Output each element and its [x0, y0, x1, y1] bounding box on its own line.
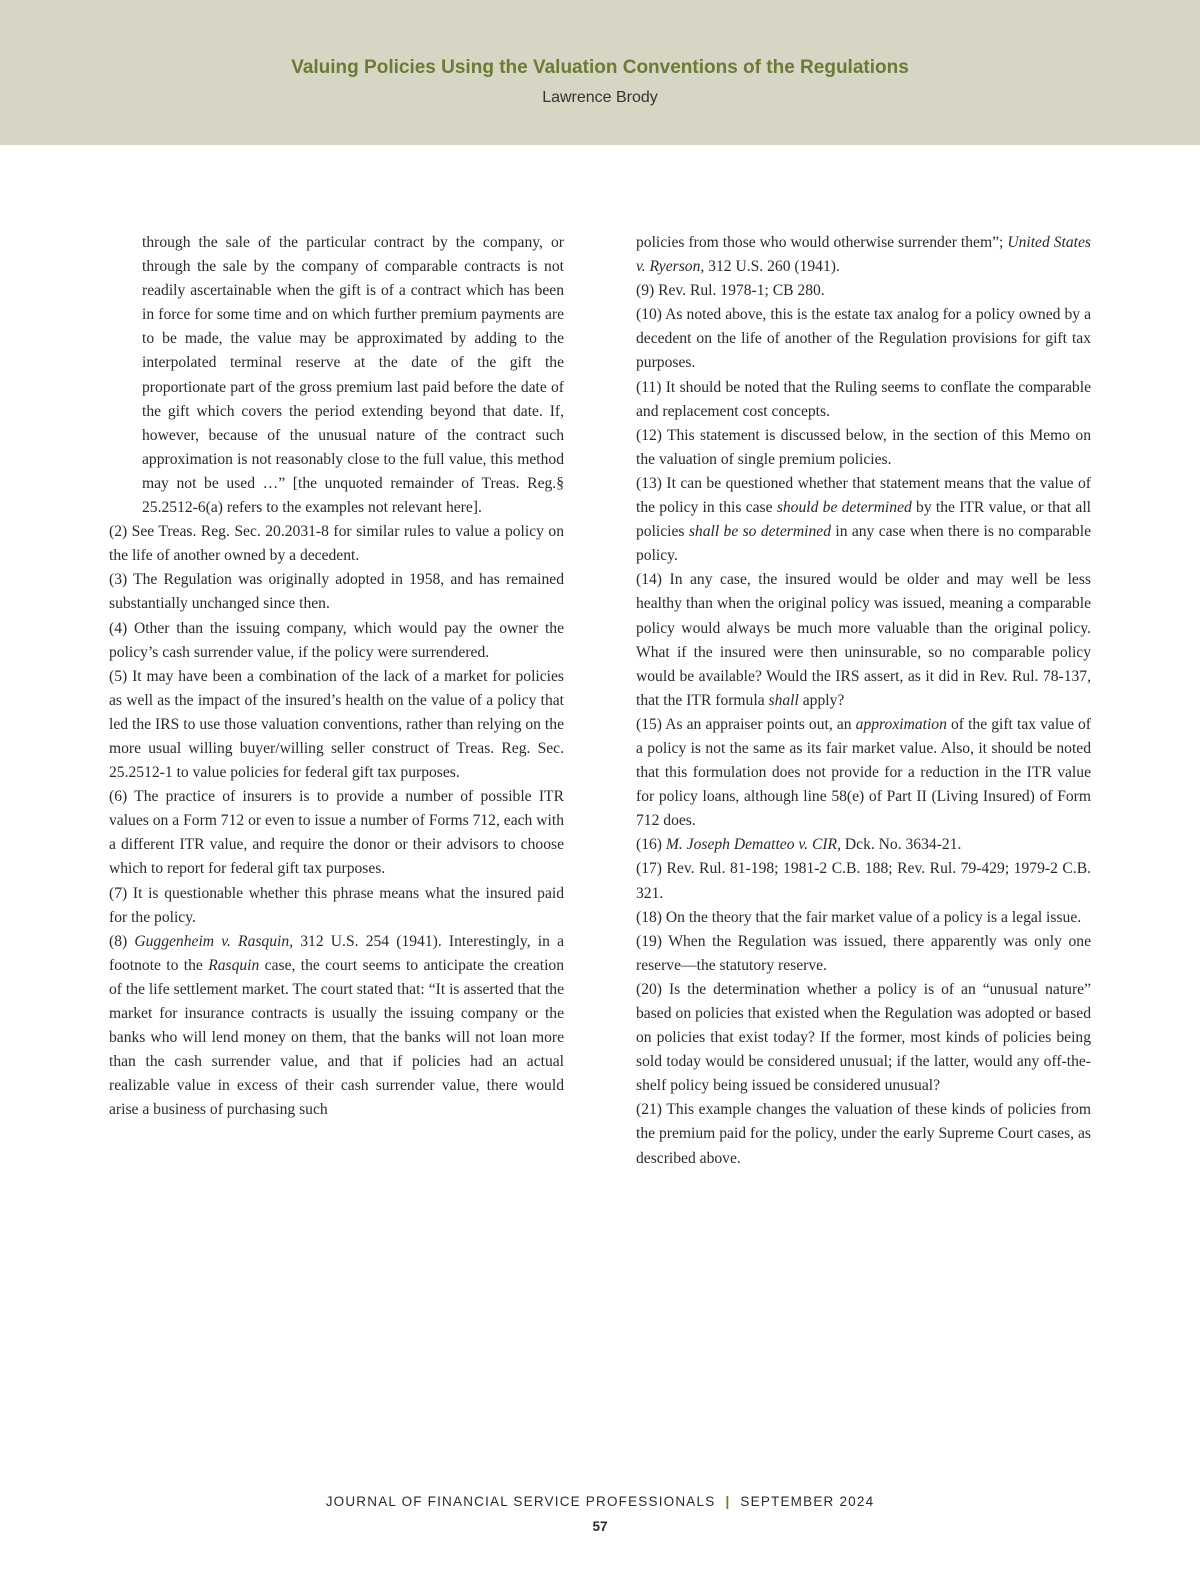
text-run: (12) This statement is discussed below, in the section of this Memo on the valuation of single premium policies. — [636, 426, 1091, 468]
footnote-paragraph — [109, 785, 564, 881]
text-run: 312 U.S. 254 (1941). Interestingly, in a footnote to the — [109, 932, 564, 974]
text-run: (9) Rev. Rul. 1978-1; CB 280. — [636, 282, 825, 300]
text-run: (4) Other than the issuing company, which would pay the owner the policy’s cash surrender value, if the policy were surrendered. — [109, 619, 564, 661]
footnote-paragraph — [636, 1098, 1091, 1170]
text-run: (20) Is the determination whether a policy is of an “unusual nature” based on policies that existed when the Regulation was adopted or based on policies that exist today? If the former, most kinds of policies being sold today would be considered unusual; if the latter, would any off-the-shelf policy being issued be considered unusual? — [636, 980, 1091, 1095]
italic-text-run: approximation — [855, 715, 947, 733]
footnote-paragraph — [109, 617, 564, 665]
text-run: (17) Rev. Rul. 81-198; 1981-2 C.B. 188; Rev. Rul. 79-429; 1979-2 C.B. 321. — [636, 860, 1091, 902]
footnote-paragraph — [636, 713, 1091, 833]
italic-text-run: Guggenheim v. Rasquin, — [134, 932, 294, 950]
text-run: (15) As an appraiser points out, an — [636, 715, 856, 733]
page-header — [0, 0, 1200, 145]
footnote-paragraph — [109, 882, 564, 930]
page-number: 57 — [592, 1519, 608, 1534]
footnote-paragraph — [636, 303, 1091, 375]
text-run: (18) On the theory that the fair market value of a policy is a legal issue. — [636, 908, 1082, 926]
article-title: Valuing Policies Using the Valuation Conventions of the Regulations — [291, 57, 909, 78]
journal-name: JOURNAL OF FINANCIAL SERVICE PROFESSIONALS — [325, 1494, 716, 1509]
text-run: (19) When the Regulation was issued, there apparently was only one reserve—the statutory reserve. — [636, 932, 1091, 974]
text-run: in any case when there is no comparable policy. — [636, 523, 1091, 565]
footnote-paragraph — [636, 857, 1091, 905]
text-run: apply? — [798, 691, 845, 709]
text-run: (8) — [109, 932, 135, 950]
text-run: Dck. No. 3634-21. — [840, 836, 962, 854]
footnote-paragraph — [109, 520, 564, 568]
footnote-paragraph — [636, 279, 1091, 303]
text-run: (5) It may have been a combination of the lack of a market for policies as well as the impact of the insured’s health on the value of a policy that led the IRS to use those valuation conventions, rather than relying on the more usual willing buyer/willing seller construct of Treas. Reg. Sec. 25.2512-1 to value policies for federal gift tax purposes. — [109, 667, 564, 782]
footnote-paragraph — [636, 568, 1091, 713]
footnote-paragraph — [636, 472, 1091, 568]
italic-text-run: M. Joseph Dematteo v. CIR, — [665, 836, 841, 854]
footnote-paragraph — [109, 568, 564, 616]
text-run: of the gift tax value of a policy is not the same as its fair market value. Also, it should be noted that this formulation does not provide for a reduction in the ITR value for policy loans, although line 58(e) of Part II (Living Insured) of Form 712 does. — [636, 715, 1091, 830]
italic-text-run: shall be so determined — [688, 523, 831, 541]
issue-date: SEPTEMBER 2024 — [740, 1494, 875, 1509]
article-author: Lawrence Brody — [542, 89, 658, 106]
left-column — [109, 231, 564, 1122]
footnote-paragraph — [636, 424, 1091, 472]
footnote-paragraph — [109, 930, 564, 1123]
text-run: 312 U.S. 260 (1941). — [704, 258, 840, 276]
italic-text-run: should be determined — [776, 499, 912, 517]
journal-footer — [0, 1494, 1200, 1509]
footnote-paragraph — [636, 833, 1091, 857]
italic-text-run: Rasquin — [208, 956, 260, 974]
text-run: (21) This example changes the valuation of these kinds of policies from the premium paid for the policy, under the early Supreme Court cases, as described above. — [636, 1101, 1091, 1167]
text-run: by the ITR value, or that all policies — [636, 499, 1091, 541]
text-run: (11) It should be noted that the Ruling seems to conflate the comparable and replacement cost concepts. — [636, 378, 1091, 420]
italic-text-run: shall — [768, 691, 799, 709]
text-run: (3) The Regulation was originally adopted in 1958, and has remained substantially unchanged since then. — [109, 571, 564, 613]
italic-text-run: United States v. Ryerson, — [636, 234, 1091, 276]
text-run: (6) The practice of insurers is to provide a number of possible ITR values on a Form 712 or even to issue a number of Forms 712, each with a different ITR value, and require the donor or their advisors to choose which to report for federal gift tax purposes. — [109, 788, 564, 878]
footnote-paragraph — [636, 376, 1091, 424]
footnote-paragraph — [636, 978, 1091, 1098]
footnote-paragraph — [636, 231, 1091, 279]
right-column — [636, 231, 1091, 1171]
footnote-paragraph — [636, 906, 1091, 930]
text-run: (13) It can be questioned whether that statement means that the value of the policy in this case — [636, 474, 1091, 517]
text-run: (10) As noted above, this is the estate tax analog for a policy owned by a decedent on the life of another of the Regulation provisions for gift tax purposes. — [636, 306, 1091, 372]
text-run: case, the court seems to anticipate the creation of the life settlement market. The court stated that: “It is asserted that the market for insurance contracts is usually the issuing company or the banks who will lend money on them, that the banks will not loan more than the cash surrender value, and that if policies had an actual realizable value in excess of their cash surrender value, there would arise a business of purchasing such — [109, 956, 565, 1119]
text-run: (14) In any case, the insured would be older and may well be less healthy than when the original policy was issued, meaning a comparable policy would always be much more valuable than the original policy. What if the insured were then uninsurable, so no comparable policy would be available? Would the IRS assert, as it did in Rev. Rul. 78-137, that the ITR formula — [636, 571, 1091, 709]
text-run: (7) It is questionable whether this phrase means what the insured paid for the policy. — [109, 884, 564, 926]
text-run: through the sale of the particular contract by the company, or through the sale by the company of comparable contracts is not readily ascertainable when the gift is of a contract which has been in force for some time and on which further premium payments are to be made, the value may be approximated by adding to the interpolated terminal reserve at the date of the gift the proportionate part of the gross premium last paid before the date of the gift which covers the period extending beyond that date. If, however, because of the unusual nature of the contract such approximation is not reasonably close to the full value, this method may not be used …” [the unquoted remainder of Treas. Reg.§ 25.2512-6(a) refers to the examples not relevant here]. — [142, 234, 564, 517]
text-run: (16) — [636, 836, 666, 854]
footnote-paragraph — [109, 231, 564, 520]
text-run: (2) See Treas. Reg. Sec. 20.2031-8 for similar rules to value a policy on the life of another owned by a decedent. — [109, 523, 564, 565]
footnote-paragraph — [636, 930, 1091, 978]
footnote-paragraph — [109, 665, 564, 785]
text-run: policies from those who would otherwise surrender them”; — [636, 234, 1008, 251]
footer-separator: | — [725, 1494, 731, 1509]
